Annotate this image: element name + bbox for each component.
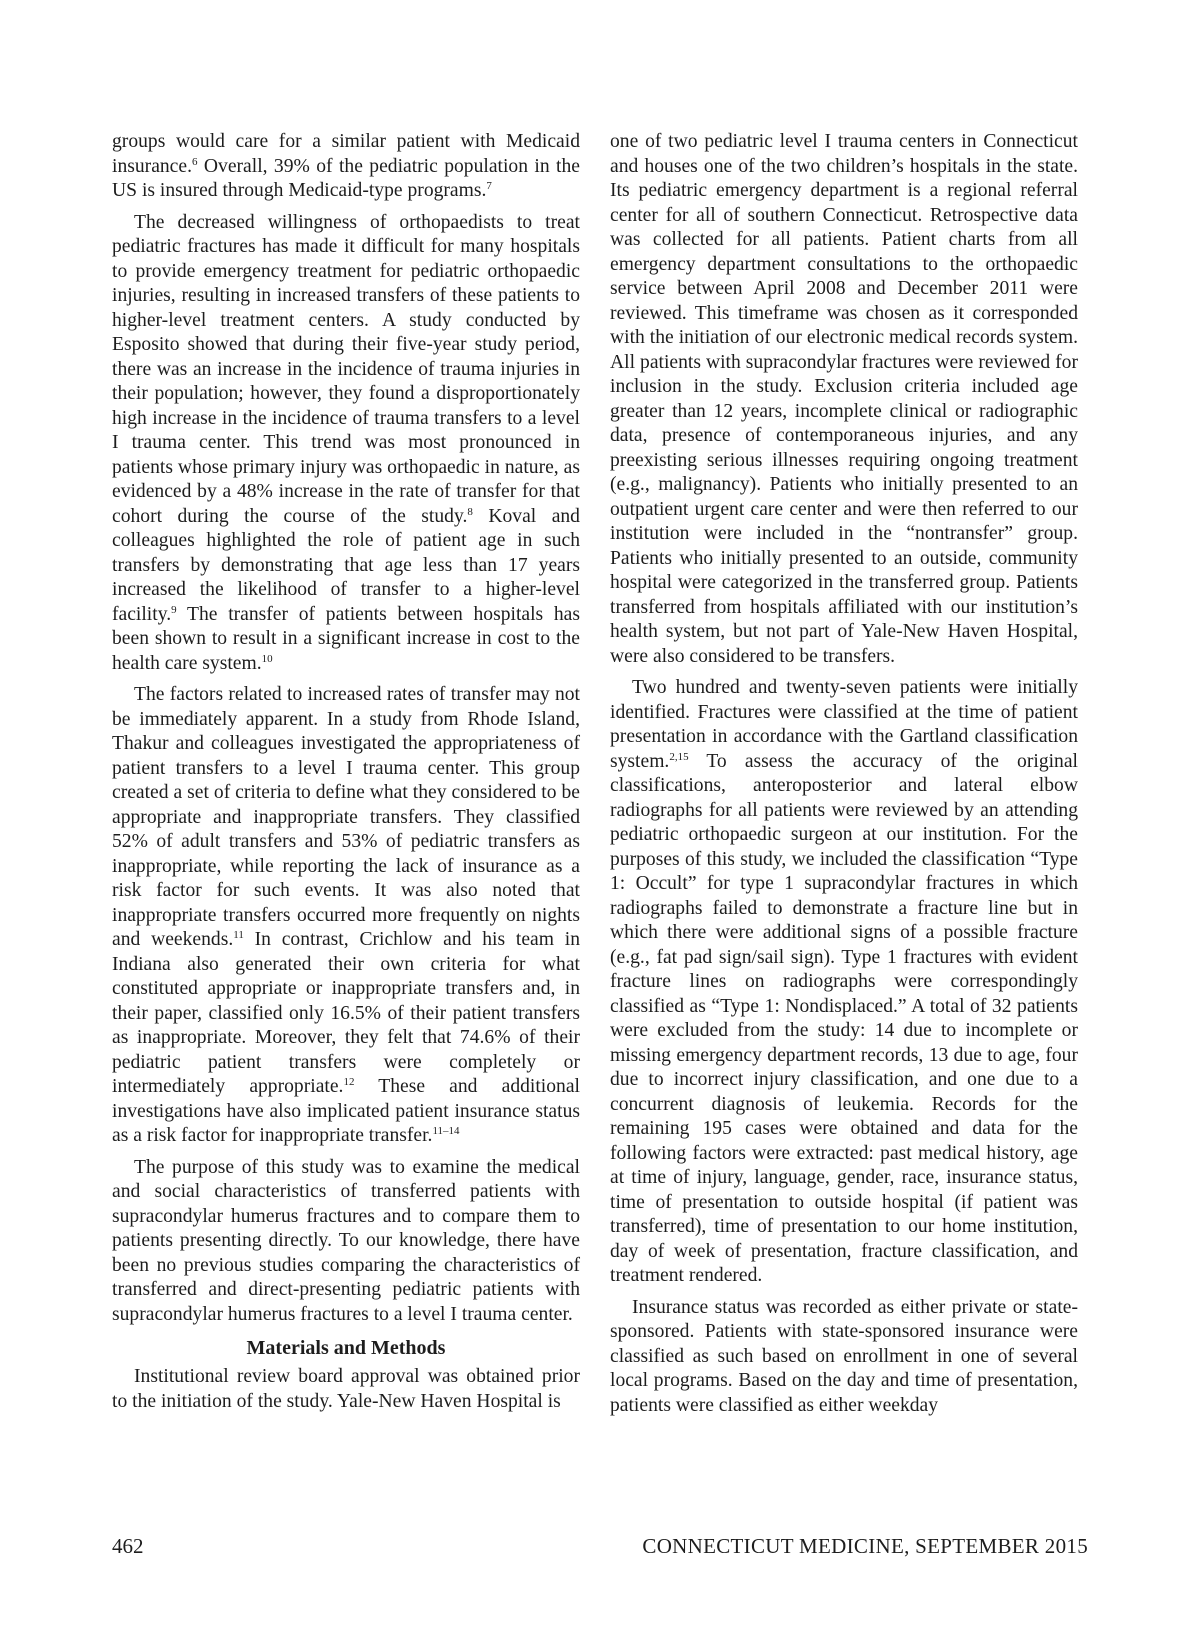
section-heading: Materials and Methods	[246, 1337, 446, 1359]
citation: 11–14	[432, 1125, 460, 1137]
citation: 12	[343, 1076, 355, 1088]
citation: 8	[467, 505, 473, 518]
paragraph: The decreased willingness of orthopaedists to treat pediatric fractures has made it difficult for many hospitals to provide emergency treatment for pediatric orthopaedic injuries, resulting in increased transfers of these patients to higher-level treatment centers. A study conducted by Esposito showed that during their five-year study period, there was an increase in the incidence of trauma injuries in their population; however, they found a disproportionately high increase in the incidence of trauma transfers to a level I trauma center. This trend was most pronounced in patients whose primary injury was orthopaedic in nature, as evidenced by a 48% increase in the rate of transfer for that cohort during the course of the study.$^8$ Koval and colleagues highlighted the role of patient age in such transfers by demonstrating that age less than 17 years increased the likelihood of transfer to a higher-level facility.$^9$ The transfer of patients between hospitals has been shown to result in a significant increase in cost to the health care system.$^{10}$	[112, 211, 580, 674]
paragraph: one of two pediatric level I trauma centers in Connecticut and houses one of the two children’s hospitals in the state. Its pediatric emergency department is a regional referral center for all of southern Connecticut. Retrospective data was collected for all patients. Patient charts from all emergency department consultations to the orthopaedic service between April 2008 and December 2011 were reviewed. This timeframe was chosen as it corresponded with the initiation of our electronic medical records system. All patients with supracondylar fractures were reviewed for inclusion in the study. Exclusion criteria included age greater than 12 years, incomplete clinical or radiographic data, presence of contemporaneous injuries, and any preexisting serious illnesses requiring ongoing treatment (e.g., malignancy). Patients who initially presented to an outpatient urgent care center and were then referred to our institution were included in the “nontransfer” group. Patients who initially presented to an outside, community hospital were categorized in the transferred group. Patients transferred from hospitals affiliated with our institution’s health system, but not part of Yale-New Haven Hospital, were also considered to be transfers.	[610, 131, 1078, 667]
citation: 10	[261, 652, 273, 665]
right-column	[610, 130, 1078, 1425]
journal-footer: CONNECTICUT MEDICINE, SEPTEMBER 2015	[642, 1534, 1088, 1558]
citation: 11	[233, 929, 244, 941]
paragraph: Insurance status was recorded as either private or state-sponsored. Patients with state-sponsored insurance were classified as such based on enrollment in one of several local programs. Based on the day and time of presentation, patients were classified as either weekday	[610, 1296, 1078, 1416]
citation: 2,15	[669, 750, 689, 763]
citation: 7	[486, 180, 492, 192]
left-column	[112, 130, 580, 1421]
page-number: 462	[112, 1534, 144, 1558]
citation: 9	[171, 603, 177, 616]
paragraph: The factors related to increased rates of transfer may not be immediately apparent. In a study from Rhode Island, Thakur and colleagues investigated the appropriateness of patient transfers to a level I trauma center. This group created a set of criteria to define what they considered to be appropriate and inappropriate transfers. They classified 52% of adult transfers and 53% of pediatric transfers as inappropriate, while reporting the lack of insurance as a risk factor for such events. It was also noted that inappropriate transfers occurred more frequently on nights and weekends.$^{11}$ In contrast, Crichlow and his team in Indiana also generated their own criteria for what constituted appropriate or inappropriate transfers and, in their paper, classified only 16.5% of their patient transfers as inappropriate. Moreover, they felt that 74.6% of their pediatric patient transfers were completely or intermediately appropriate.$^{12}$ These and additional investigations have also implicated patient insurance status as a risk factor for inappropriate transfer.$^{11-14}$	[112, 684, 580, 1146]
paragraph: groups would care for a similar patient with Medicaid insurance.$^6$ Overall, 39% of the pediatric population in the US is insured through Medicaid-type programs.$^7$	[112, 131, 580, 201]
paragraph: Two hundred and twenty-seven patients were initially identified. Fractures were classified at the time of patient presentation in accordance with the Gartland classification system.$^{2,15}$ To assess the accuracy of the original classifications, anteroposterior and lateral elbow radiographs for all patients were reviewed by an attending pediatric orthopaedic surgeon at our institution. For the purposes of this study, we included the classification “Type 1: Occult” for type 1 supracondylar fractures in which radiographs failed to demonstrate a fracture line but in which there were additional signs of a possible fracture (e.g., fat pad sign/sail sign). Type 1 fractures with evident fracture lines on radiographs were correspondingly classified as “Type 1: Nondisplaced.” A total of 32 patients were excluded from the study: 14 due to incomplete or missing emergency department records, 13 due to age, four due to incorrect injury classification, and one due to a concurrent diagnosis of leukemia. Records for the remaining 195 cases were obtained and data for the following factors were extracted: past medical history, age at time of injury, language, gender, race, insurance status, time of presentation to outside hospital (if patient was transferred), time of presentation to our home institution, day of week of presentation, fracture classification, and treatment rendered.	[610, 677, 1078, 1286]
paragraph: The purpose of this study was to examine the medical and social characteristics of transferred patients with supracondylar humerus fractures and to compare them to patients presenting directly. To our knowledge, there have been no previous studies comparing the characteristics of transferred and direct-presenting pediatric patients with supracondylar humerus fractures to a level I trauma center.	[112, 1156, 580, 1325]
citation: 6	[191, 155, 198, 168]
paragraph: Institutional review board approval was obtained prior to the initiation of the study. Yale-New Haven Hospital is	[112, 1366, 580, 1412]
